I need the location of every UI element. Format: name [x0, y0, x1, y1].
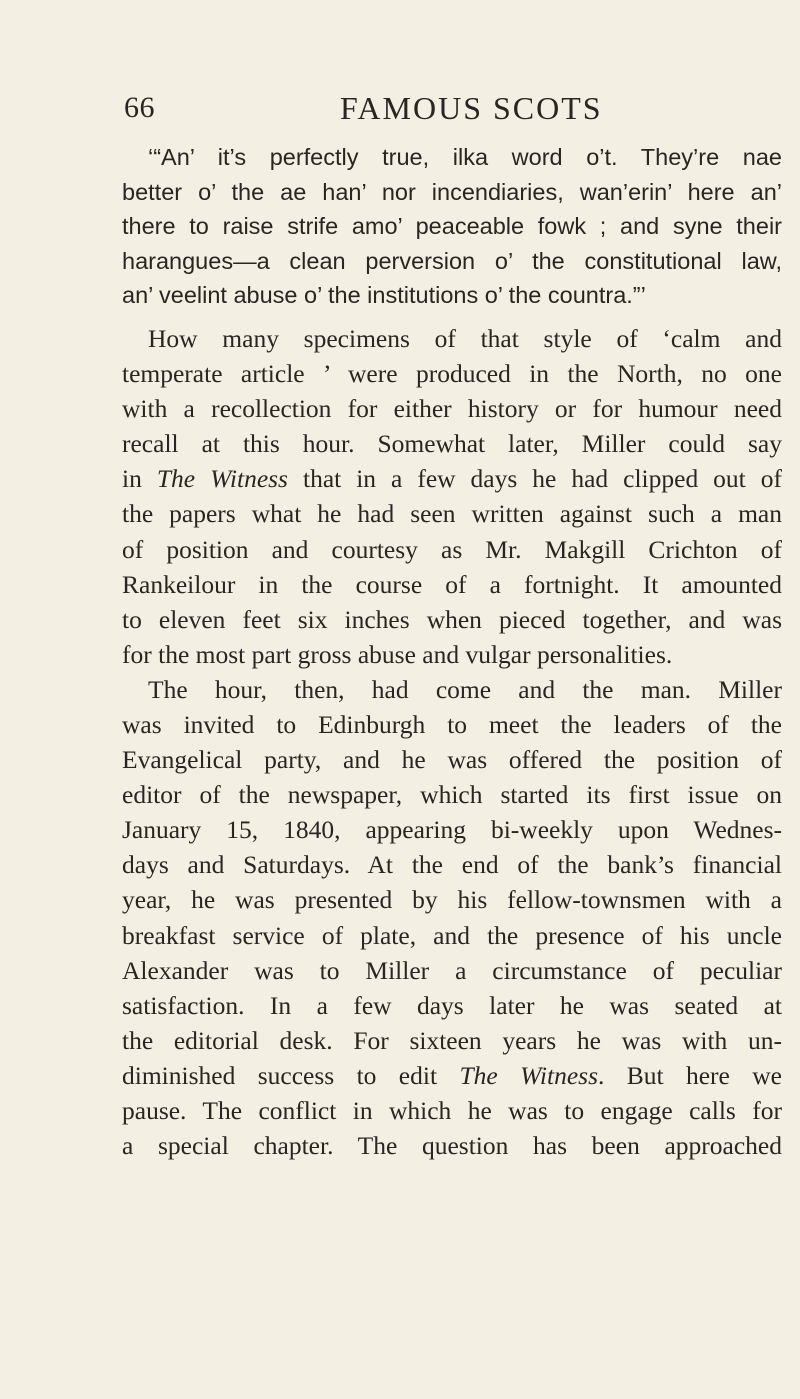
- text-line: to eleven feet six inches when pieced together, and was: [122, 604, 782, 634]
- text-line: The hour, then, had come and the man. Miller: [148, 674, 782, 704]
- quoted-passage: [122, 140, 782, 313]
- text-line: [122, 461, 782, 496]
- text-segment: in: [122, 464, 157, 494]
- text-line: temperate article ’ were produced in the North, no one: [122, 359, 782, 389]
- text-line: days and Saturdays. At the end of the bank’s financial: [122, 850, 782, 880]
- running-head: FAMOUS SCOTS: [340, 90, 603, 126]
- text-line: a special chapter. The question has been approached: [122, 1131, 782, 1161]
- text-line: January 15, 1840, appearing bi-weekly upon Wednes-: [122, 815, 782, 845]
- page-number: 66: [124, 91, 155, 124]
- text-line: editor of the newspaper, which started its first issue on: [122, 780, 782, 810]
- text-line: Alexander was to Miller a circumstance of peculiar: [122, 955, 782, 985]
- page-header: [124, 88, 788, 132]
- text-line: year, he was presented by his fellow-townsmen with a: [122, 885, 782, 915]
- quote-line: an’ veelint abuse o’ the institutions o’ the countra.”’: [122, 282, 646, 309]
- text-line: with a recollection for either history or for humour need: [122, 394, 782, 424]
- text-line: How many specimens of that style of ‘calm and: [148, 323, 782, 353]
- text-line: the papers what he had seen written against such a man: [122, 499, 782, 529]
- quote-line: there to raise strife amo’ peaceable fowk ; and syne their: [122, 213, 782, 240]
- text-segment: diminished success to edit: [122, 1060, 460, 1090]
- text-line: Evangelical party, and he was offered the position of: [122, 745, 782, 775]
- paragraph-spacer: [122, 313, 782, 321]
- text-line: the editorial desk. For sixteen years he was with un-: [122, 1025, 782, 1055]
- text-line: for the most part gross abuse and vulgar personalities.: [122, 639, 673, 669]
- quote-line: better o’ the ae han’ nor incendiaries, wan’erin’ here an’: [122, 178, 782, 205]
- body-text: [122, 140, 782, 1163]
- text-segment: that in a few days he had clipped out of: [288, 464, 782, 494]
- text-segment: . But here we: [598, 1060, 782, 1090]
- paragraph-2: [122, 672, 782, 1163]
- text-line: of position and courtesy as Mr. Makgill Crichton of: [122, 534, 782, 564]
- book-title-italic: The Witness: [459, 1060, 598, 1090]
- quote-line: harangues—a clean perversion o’ the constitutional law,: [122, 247, 782, 274]
- text-line: [122, 1058, 782, 1093]
- text-line: breakfast service of plate, and the presence of his uncle: [122, 920, 782, 950]
- book-title-italic: The Witness: [156, 464, 288, 494]
- quote-line: ‘“An’ it’s perfectly true, ilka word o’t. They’re nae: [148, 144, 782, 170]
- text-line: recall at this hour. Somewhat later, Miller could say: [122, 429, 782, 459]
- paragraph-1: [122, 321, 782, 672]
- text-line: Rankeilour in the course of a fortnight. It amounted: [122, 569, 782, 599]
- text-line: satisfaction. In a few days later he was seated at: [122, 990, 782, 1020]
- text-line: pause. The conflict in which he was to engage calls for: [122, 1096, 782, 1126]
- text-line: was invited to Edinburgh to meet the leaders of the: [122, 710, 782, 739]
